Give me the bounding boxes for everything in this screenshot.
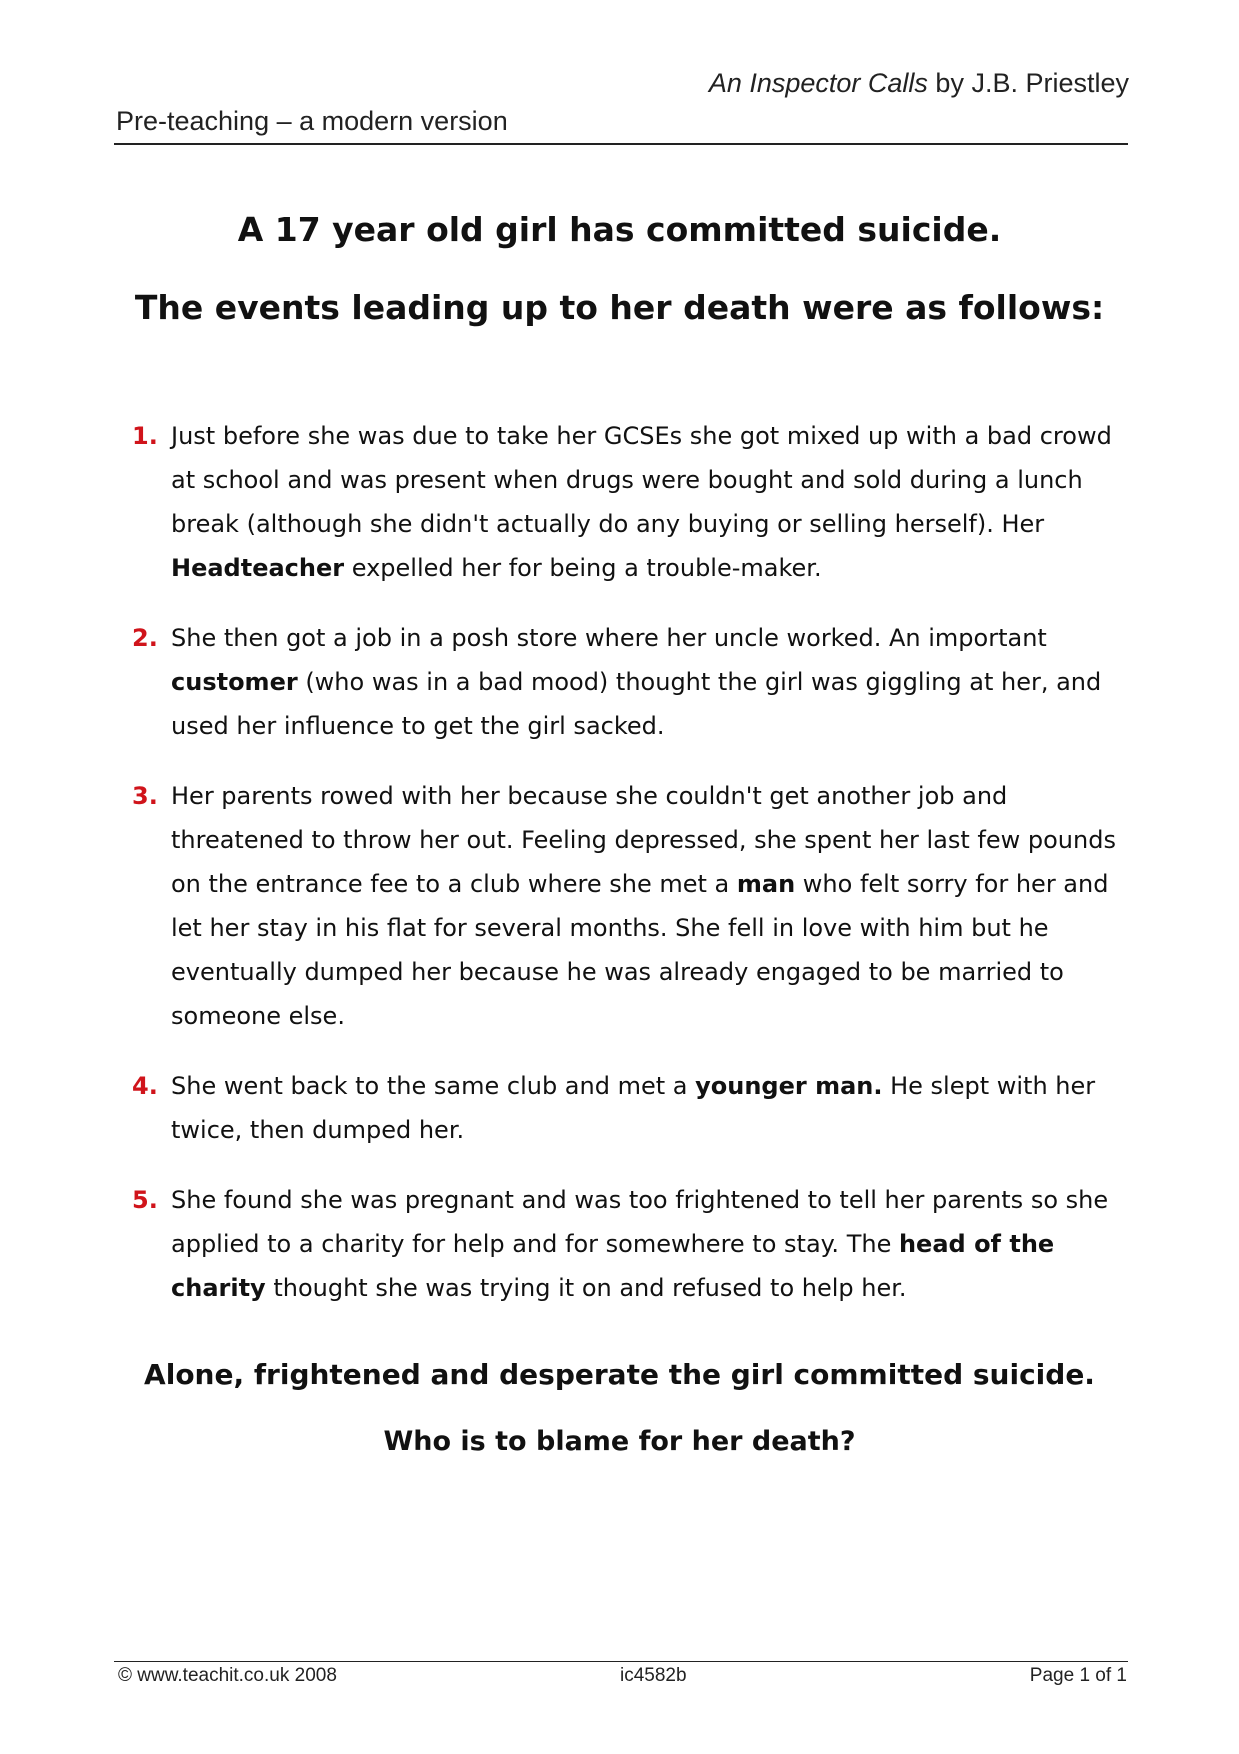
event-text-part: She then got a job in a posh store where her uncle worked. An important xyxy=(171,624,1047,652)
event-text xyxy=(171,1072,1095,1144)
event-text-part: Just before she was due to take her GCSEs she got mixed up with a bad crowd at school and was present when drugs were bought and sold during a lunch break (although she didn't actually do any buying or selling herself). Her xyxy=(171,422,1112,538)
event-key-person: Headteacher xyxy=(171,554,345,582)
footer-page-number: Page 1 of 1 xyxy=(1029,1665,1127,1686)
event-text-part: who felt sorry for her and let her stay in his flat for several months. She fell in love with him but he eventually dumped her because he was already engaged to be married to someone else. xyxy=(171,870,1109,1030)
event-key-person: younger man. xyxy=(695,1072,883,1100)
event-text xyxy=(171,782,1116,1030)
event-item xyxy=(132,1064,1132,1152)
book-author: by J.B. Priestley xyxy=(927,68,1129,98)
event-text-part: She went back to the same club and met a xyxy=(171,1072,696,1100)
event-text-part: She found she was pregnant and was too frightened to tell her parents so she applied to a charity for help and for somewhere to stay. The xyxy=(171,1186,1109,1258)
event-number: 4. xyxy=(132,1072,158,1100)
event-item xyxy=(132,616,1132,748)
sub-heading: The events leading up to her death were as follows: xyxy=(134,288,1105,327)
event-text-part: expelled her for being a trouble-maker. xyxy=(344,554,822,582)
header-divider xyxy=(114,143,1128,145)
event-key-person: customer xyxy=(171,668,298,696)
event-item xyxy=(132,1178,1132,1310)
main-heading: A 17 year old girl has committed suicide. xyxy=(237,210,1002,249)
event-text xyxy=(171,624,1101,740)
event-number: 2. xyxy=(132,624,158,652)
document-subtitle: Pre-teaching – a modern version xyxy=(116,106,508,136)
footer-resource-code: ic4582b xyxy=(620,1665,687,1686)
closing-question: Who is to blame for her death? xyxy=(383,1426,856,1457)
closing-statement: Alone, frightened and desperate the girl committed suicide. xyxy=(144,1358,1095,1391)
event-number: 1. xyxy=(132,422,158,450)
event-key-person: head of the charity xyxy=(171,1230,1055,1302)
event-text-part: Her parents rowed with her because she couldn't get another job and threatened to throw her out. Feeling depressed, she spent her last few pounds on the entrance fee to a club where she met a xyxy=(171,782,1116,898)
events-list xyxy=(132,414,1132,1336)
event-text-part: thought she was trying it on and refused to help her. xyxy=(265,1274,907,1302)
event-text xyxy=(171,1186,1108,1302)
event-item xyxy=(132,774,1132,1038)
event-number: 3. xyxy=(132,782,158,810)
event-text-part: (who was in a bad mood) thought the girl was giggling at her, and used her influence to get the girl sacked. xyxy=(171,668,1102,740)
document-book-title xyxy=(709,68,1129,99)
event-text xyxy=(171,422,1112,582)
footer-copyright: © www.teachit.co.uk 2008 xyxy=(118,1665,337,1686)
event-key-person: man xyxy=(736,870,796,898)
book-title: An Inspector Calls xyxy=(708,68,928,98)
event-text-part: He slept with her twice, then dumped her. xyxy=(171,1072,1096,1144)
event-number: 5. xyxy=(132,1186,158,1214)
footer-divider xyxy=(114,1661,1128,1662)
event-item xyxy=(132,414,1132,590)
